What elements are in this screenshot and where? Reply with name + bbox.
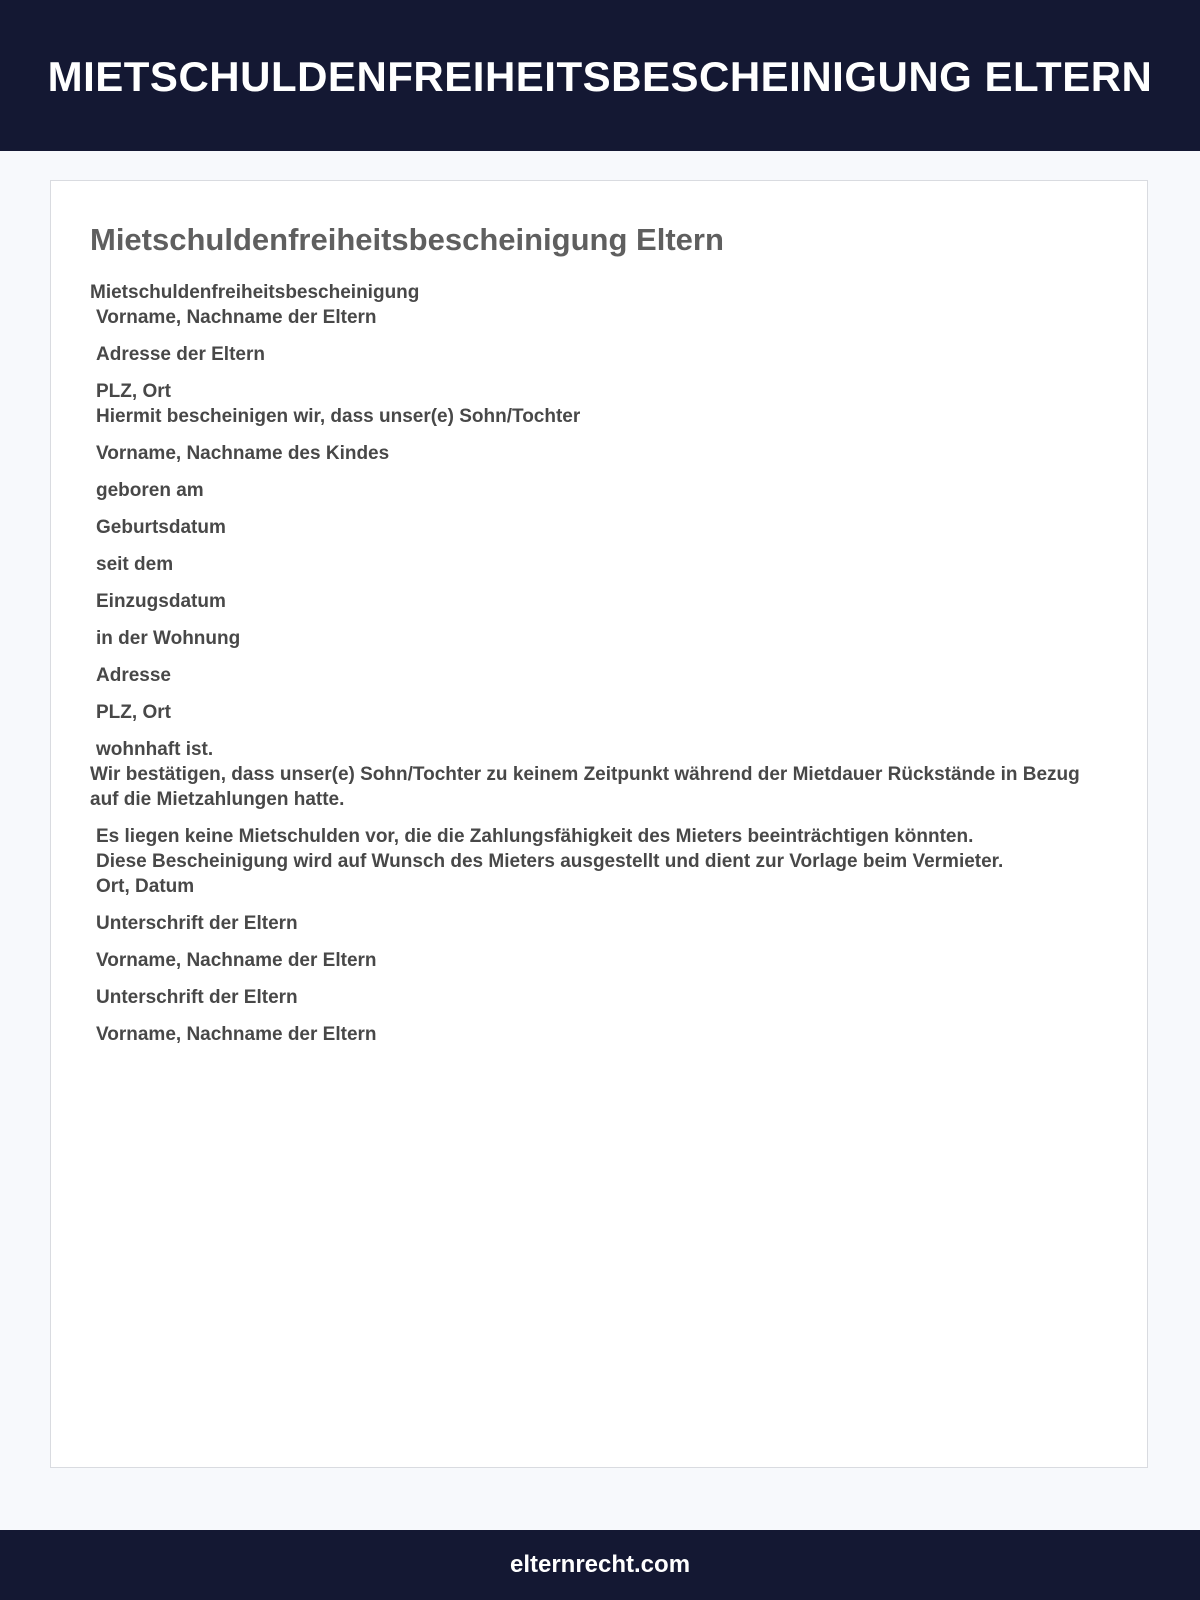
resident-label: wohnhaft ist. xyxy=(96,739,214,760)
parents-address-field: Adresse der Eltern xyxy=(96,344,265,365)
in-apartment-label: in der Wohnung xyxy=(96,628,241,649)
apartment-city-field: PLZ, Ort xyxy=(96,702,171,723)
signature-field-2: Unterschrift der Eltern xyxy=(96,987,298,1008)
page-footer xyxy=(0,1530,1200,1600)
confirmation-paragraph: Wir bestätigen, dass unser(e) Sohn/Tochter zu keinem Zeitpunkt während der Mietdauer Rückstände in Bezug auf die Mietzahlungen hatte. xyxy=(90,764,1080,810)
document-title: Mietschuldenfreiheitsbescheinigung Eltern xyxy=(90,222,724,257)
purpose-statement: Diese Bescheinigung wird auf Wunsch des Mieters ausgestellt und dient zur Vorlage beim Vermieter. xyxy=(96,851,1004,872)
place-date-field: Ort, Datum xyxy=(96,876,195,897)
signer-name-field-1: Vorname, Nachname der Eltern xyxy=(96,950,377,971)
apartment-address-field: Adresse xyxy=(96,665,171,686)
header-title: MIETSCHULDENFREIHEITSBESCHEINIGUNG ELTERN xyxy=(47,52,1153,100)
birthdate-field: Geburtsdatum xyxy=(96,517,226,538)
no-debts-statement: Es liegen keine Mietschulden vor, die die Zahlungsfähigkeit des Mieters beeinträchtigen könnten. xyxy=(96,826,974,847)
parents-city-field: PLZ, Ort xyxy=(96,381,171,402)
doc-heading-line: Mietschuldenfreiheitsbescheinigung xyxy=(90,282,420,303)
footer-site-link[interactable]: elternrecht.com xyxy=(509,1551,691,1578)
born-on-label: geboren am xyxy=(96,480,204,501)
document-body xyxy=(90,280,1090,1047)
since-label: seit dem xyxy=(96,554,174,575)
page-header xyxy=(0,0,1200,151)
move-in-date-field: Einzugsdatum xyxy=(96,591,226,612)
signature-field-1: Unterschrift der Eltern xyxy=(96,913,298,934)
document-card xyxy=(50,180,1148,1468)
signer-name-field-2: Vorname, Nachname der Eltern xyxy=(96,1024,377,1045)
child-name-field: Vorname, Nachname des Kindes xyxy=(96,443,390,464)
parents-name-field: Vorname, Nachname der Eltern xyxy=(96,307,377,328)
certification-intro: Hiermit bescheinigen wir, dass unser(e) Sohn/Tochter xyxy=(96,406,581,427)
